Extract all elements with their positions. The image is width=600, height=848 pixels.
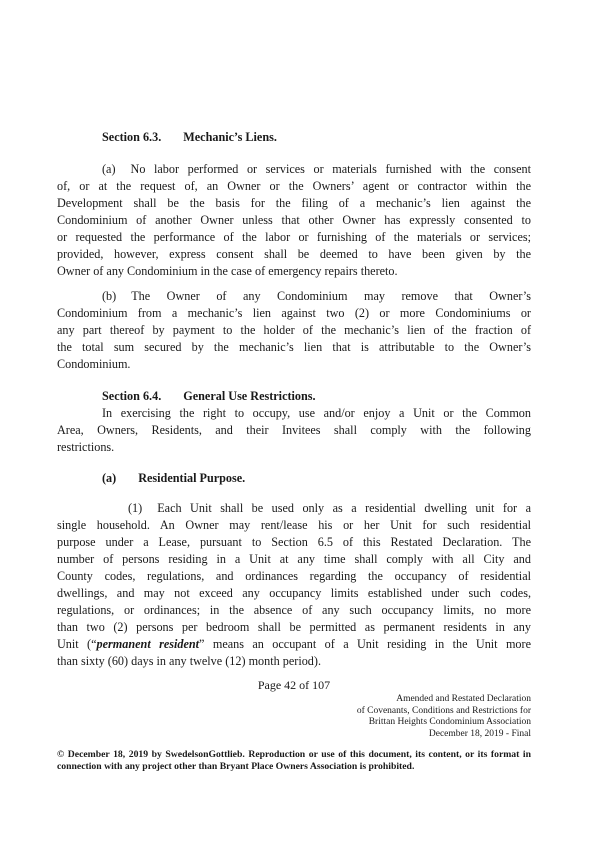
- document-text-column: [57, 0, 531, 773]
- section-6-4-heading: [57, 388, 531, 405]
- text-run: or requested the performance of the labor or furnishing of the materials or services;: [57, 230, 531, 244]
- text-run: single household. An Owner may rent/lease his or her Unit for such residential: [57, 518, 531, 532]
- text-run: (b): [102, 289, 117, 303]
- text-line: [57, 356, 531, 373]
- text-run: Each Unit shall be used only as a residential dwelling unit for a: [157, 501, 531, 515]
- text-run: Owner of any Condominium in the case of emergency repairs thereto.: [57, 264, 398, 278]
- doc-info-line: Brittan Heights Condominium Association: [368, 717, 531, 727]
- text-line: [57, 405, 531, 422]
- page-number: Page 42 of 107: [257, 678, 331, 692]
- text-run: (1): [128, 501, 143, 515]
- text-run: Area, Owners, Residents, and their Invitees shall comply with the following: [57, 423, 531, 437]
- text-line: [57, 246, 531, 263]
- text-run: number of persons residing in a Unit at any time shall comply with all City and: [57, 552, 531, 566]
- text-run: purpose under a Lease, pursuant to Section 6.5 of this Restated Declaration. The: [57, 535, 531, 549]
- heading-line: [57, 470, 531, 487]
- text-run: any part thereof by payment to the holder of the mechanic’s lien of the fraction of: [57, 323, 531, 337]
- text-line: [57, 619, 531, 636]
- text-line: [57, 263, 531, 280]
- text-run: Mechanic’s Liens.: [183, 130, 277, 144]
- text-line: [57, 322, 531, 339]
- text-run: than sixty (60) days in any twelve (12) month period).: [57, 654, 322, 668]
- text-run: (a): [102, 471, 117, 485]
- footer-copyright-notice: [57, 749, 531, 773]
- text-run: of, or at the request of, an Owner or the Owners’ agent or contractor within the: [57, 179, 531, 193]
- text-run: than two (2) persons per bedroom shall be permitted as permanent residents in any: [57, 620, 531, 634]
- doc-info-line: Amended and Restated Declaration: [396, 694, 531, 704]
- text-run: provided, however, express consent shall be deemed to have been given by the: [57, 247, 531, 261]
- text-run: Condominium from a mechanic’s lien against two (2) or more Condominiums or: [57, 306, 531, 320]
- text-run: (a): [102, 162, 116, 176]
- footer-document-info: [57, 694, 531, 740]
- text-run: Unit (“: [57, 637, 97, 651]
- text-run: regulations, or ordinances; in the absence of any such occupancy limits, no more: [57, 603, 531, 617]
- text-line: [57, 517, 531, 534]
- text-line: [57, 636, 531, 653]
- text-line: [57, 653, 531, 670]
- text-run: Residential Purpose.: [138, 471, 246, 485]
- text-run: Section 6.3.: [102, 130, 162, 144]
- text-line: [57, 161, 531, 178]
- text-run: General Use Restrictions.: [183, 389, 316, 403]
- heading-line: [57, 388, 531, 405]
- para-6-4-a-1: [57, 500, 531, 670]
- text-line: [57, 178, 531, 195]
- text-run: Section 6.4.: [102, 389, 162, 403]
- emphasized-text: permanent resident: [96, 637, 200, 651]
- text-run: County codes, regulations, and ordinances regarding the occupancy of residential: [57, 569, 531, 583]
- text-line: [57, 339, 531, 356]
- doc-info-line: December 18, 2019 - Final: [428, 728, 531, 739]
- text-line: [57, 422, 531, 439]
- text-run: Development shall be the basis for the filing of a mechanic’s lien against the: [57, 196, 531, 210]
- text-line: [57, 500, 531, 517]
- text-run: Condominium.: [57, 357, 131, 371]
- text-line: [57, 305, 531, 322]
- text-run: ” means an occupant of a Unit residing in the Unit more: [199, 637, 531, 651]
- text-run: Condominium of another Owner unless that other Owner has expressly consented to: [57, 213, 531, 227]
- copyright-line: © December 18, 2019 by SwedelsonGottlieb. Reproduction or use of this document, its content, or its format in: [57, 749, 531, 760]
- text-run: No labor performed or services or materials furnished with the consent: [130, 162, 531, 176]
- copyright-line: connection with any project other than Bryant Place Owners Association is prohibited.: [57, 761, 415, 772]
- doc-info-line: of Covenants, Conditions and Restrictions for: [356, 705, 531, 716]
- text-run: dwellings, and may not exceed any occupancy limits established under such codes,: [57, 586, 531, 600]
- subheading-6-4-a: [57, 470, 531, 487]
- para-6-4-intro: [57, 405, 531, 456]
- text-line: [57, 534, 531, 551]
- text-line: [57, 568, 531, 585]
- text-line: [57, 439, 531, 456]
- text-run: the total sum secured by the mechanic’s lien that is attributable to the Owner’s: [57, 340, 531, 354]
- heading-line: [57, 129, 531, 146]
- text-run: restrictions.: [57, 440, 115, 454]
- para-6-3-b: [57, 288, 531, 373]
- text-line: [57, 212, 531, 229]
- section-6-3-heading: [57, 129, 531, 146]
- document-body: [57, 129, 531, 670]
- text-line: [57, 195, 531, 212]
- text-run: In exercising the right to occupy, use and/or enjoy a Unit or the Common: [102, 406, 531, 420]
- para-6-3-a: [57, 161, 531, 280]
- text-line: [57, 551, 531, 568]
- text-line: [57, 585, 531, 602]
- text-line: [57, 229, 531, 246]
- text-run: The Owner of any Condominium may remove that Owner’s: [131, 289, 531, 303]
- text-line: [57, 602, 531, 619]
- text-line: [57, 288, 531, 305]
